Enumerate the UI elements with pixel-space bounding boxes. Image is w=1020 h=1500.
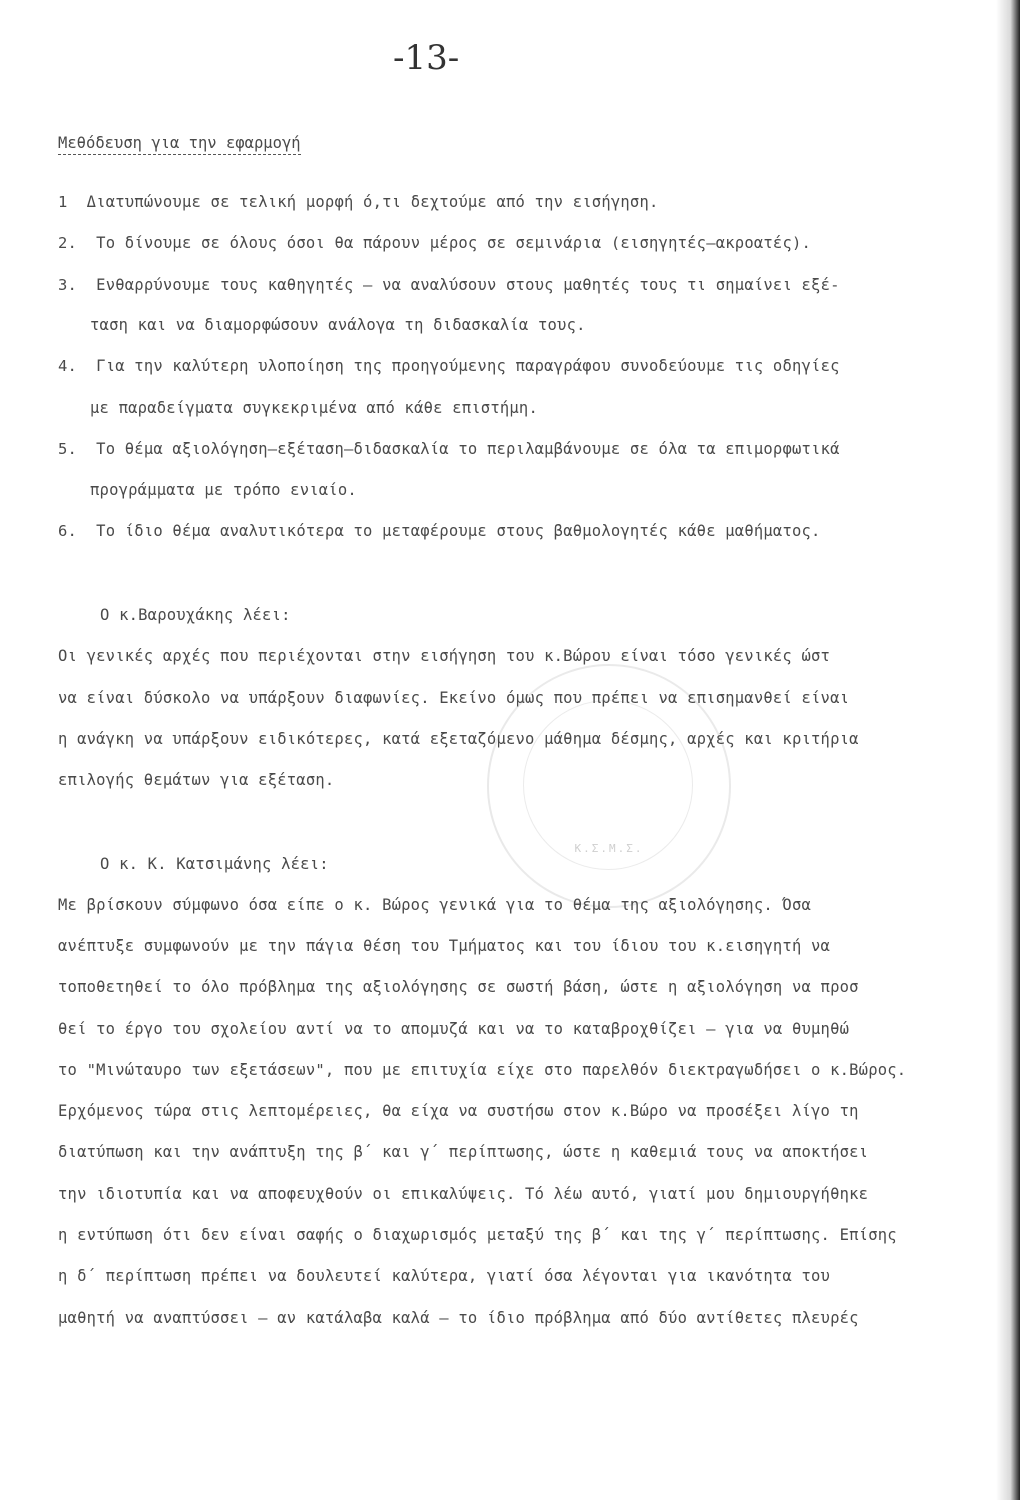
list-text: Διατυπώνουμε σε τελική μορφή ό,τι δεχτούμε από την εισήγηση.: [86, 193, 659, 211]
speaker-intro-katsimanis: Ο κ. Κ. Κατσιμάνης λέει:: [100, 855, 329, 873]
paragraph-line: η εντύπωση ότι δεν είναι σαφής ο διαχωρισμός μεταξύ της β΄ και της γ΄ περίπτωσης. Επίσης: [58, 1226, 897, 1244]
paragraph-line: θεί το έργο του σχολείου αντί να το απομυζά και να το καταβροχθίζει – για να θυμηθώ: [58, 1020, 850, 1038]
paragraph-line: Οι γενικές αρχές που περιέχονται στην εισήγηση του κ.Βώρου είναι τόσο γενικές ώστ: [58, 647, 831, 665]
list-item-4-continuation: με παραδείγματα συγκεκριμένα από κάθε επιστήμη.: [90, 399, 538, 417]
paragraph-line: ανέπτυξε συμφωνούν με την πάγια θέση του Τμήματος και του ίδιου του κ.εισηγητή να: [58, 937, 831, 955]
paragraph-line: Με βρίσκουν σύμφωνο όσα είπε ο κ. Βώρος γενικά για το θέμα της αξιολόγησης. Όσα: [58, 896, 812, 914]
list-number: 3.: [58, 276, 78, 294]
list-number: 4.: [58, 357, 78, 375]
list-text: Ενθαρρύνουμε τους καθηγητές – να αναλύσουν στους μαθητές τους τι σημαίνει εξέ-: [96, 276, 840, 294]
page-number: -13-: [393, 38, 460, 78]
paragraph-line: μαθητή να αναπτύσσει – αν κατάλαβα καλά – το ίδιο πρόβλημα από δύο αντίθετες πλευρές: [58, 1309, 859, 1327]
list-item-6: [58, 522, 821, 540]
paragraph-line: η ανάγκη να υπάρξουν ειδικότερες, κατά εξεταζόμενο μάθημα δέσμης, αρχές και κριτήρια: [58, 730, 859, 748]
list-item-2: [58, 234, 811, 252]
paragraph-line: η δ΄ περίπτωση πρέπει να δουλευτεί καλύτερα, γιατί όσα λέγονται για ικανότητα του: [58, 1267, 831, 1285]
paragraph-line: διατύπωση και την ανάπτυξη της β΄ και γ΄ περίπτωσης, ώστε η καθεμιά τους να αποκτήσει: [58, 1143, 869, 1161]
list-item-3-continuation: ταση και να διαμορφώσουν ανάλογα τη διδασκαλία τους.: [90, 316, 586, 334]
list-item-4: [58, 357, 840, 375]
speaker-intro-varouchakis: Ο κ.Βαρουχάκης λέει:: [100, 606, 291, 624]
paragraph-line: την ιδιοτυπία και να αποφευχθούν οι επικαλύψεις. Τό λέω αυτό, γιατί μου δημιουργήθηκε: [58, 1185, 869, 1203]
list-item-5-continuation: προγράμματα με τρόπο ενιαίο.: [90, 481, 357, 499]
list-item-1: [58, 193, 659, 211]
paragraph-line: να είναι δύσκολο να υπάρξουν διαφωνίες. Εκείνο όμως που πρέπει να επισημανθεί είναι: [58, 689, 850, 707]
scan-page-edge: [996, 0, 1020, 1500]
official-stamp-seal: Κ.Σ.Μ.Σ.: [487, 664, 731, 908]
list-text: Το θέμα αξιολόγηση–εξέταση–διδασκαλία το περιλαμβάνουμε σε όλα τα επιμορφωτικά: [96, 440, 840, 458]
list-text: Για την καλύτερη υλοποίηση της προηγούμενης παραγράφου συνοδεύουμε τις οδηγίες: [96, 357, 840, 375]
paragraph-line: τοποθετηθεί το όλο πρόβλημα της αξιολόγησης σε σωστή βάση, ώστε η αξιολόγηση να προσ: [58, 978, 859, 996]
list-item-3: [58, 276, 840, 294]
list-text: Το δίνουμε σε όλους όσοι θα πάρουν μέρος σε σεμινάρια (εισηγητές–ακροατές).: [96, 234, 812, 252]
paragraph-line: Ερχόμενος τώρα στις λεπτομέρειες, θα είχα να συστήσω στον κ.Βώρο να προσέξει λίγο τη: [58, 1102, 859, 1120]
list-item-5: [58, 440, 840, 458]
list-number: 6.: [58, 522, 78, 540]
list-number: 1: [58, 193, 68, 211]
list-text: Το ίδιο θέμα αναλυτικότερα το μεταφέρουμε στους βαθμολογητές κάθε μαθήματος.: [96, 522, 821, 540]
section-heading: Μεθόδευση για την εφαρμογή: [58, 134, 301, 155]
list-number: 2.: [58, 234, 78, 252]
paragraph-line: επιλογής θεμάτων για εξέταση.: [58, 771, 335, 789]
list-number: 5.: [58, 440, 78, 458]
paragraph-line: το "Μινώταυρο των εξετάσεων", που με επιτυχία είχε στο παρελθόν διεκτραγωδήσει ο κ.Βώρος.: [58, 1061, 907, 1079]
